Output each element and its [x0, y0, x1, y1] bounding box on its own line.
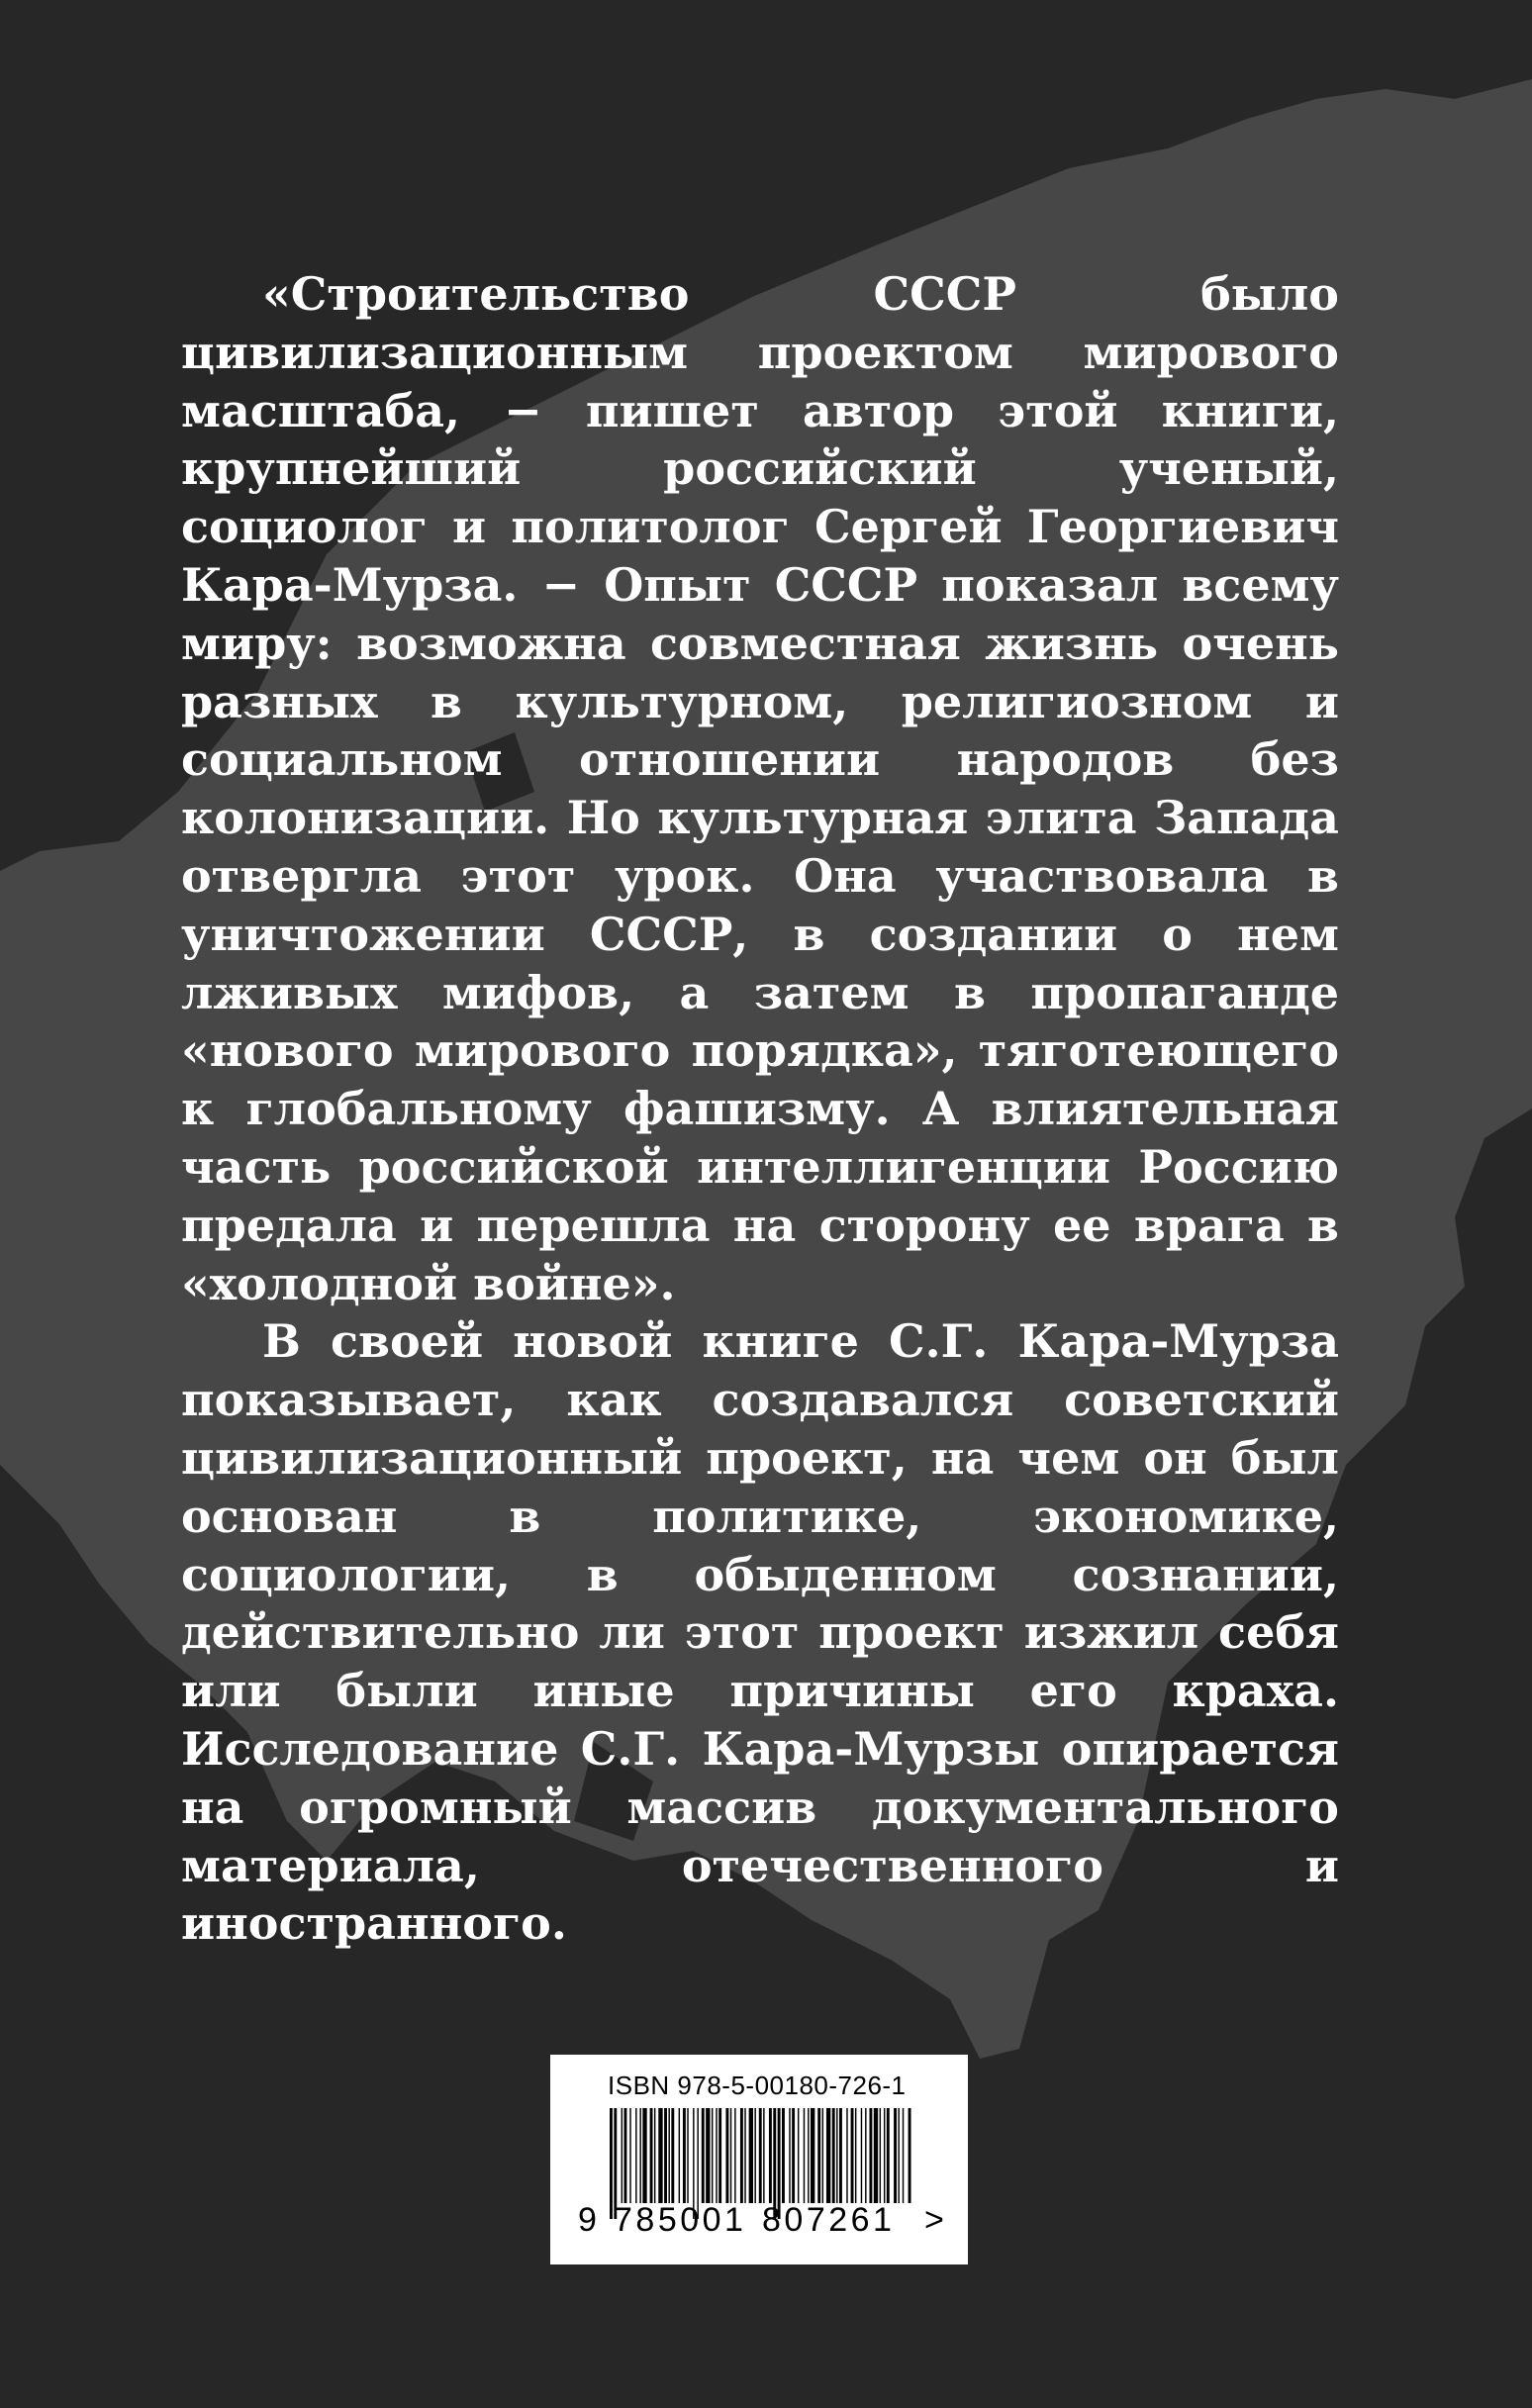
barcode-bar [822, 2108, 823, 2203]
barcode-bar [624, 2108, 627, 2203]
barcode-bar [706, 2108, 710, 2203]
barcode-bar [880, 2108, 881, 2203]
barcode-bar [734, 2108, 735, 2203]
barcode-bar [668, 2108, 669, 2203]
barcode-bar [804, 2108, 805, 2203]
barcode-bar [811, 2108, 814, 2203]
barcode-bar [664, 2108, 667, 2203]
annotation-text [181, 265, 1339, 1953]
barcode-bar [629, 2108, 630, 2203]
barcode-bar [865, 2108, 866, 2203]
barcode-bar [687, 2108, 688, 2203]
barcode-bar [639, 2108, 640, 2203]
barcode-bar [769, 2108, 772, 2203]
barcode-bar [887, 2108, 890, 2203]
barcode-digits-right: 807261 [762, 2201, 896, 2239]
barcode-bar [671, 2108, 674, 2203]
barcode-bar [635, 2108, 636, 2203]
barcode-bar [759, 2108, 762, 2203]
barcode-bar [749, 2108, 753, 2203]
barcode-bar [909, 2108, 911, 2203]
barcode-digit-lead: 9 [578, 2201, 597, 2239]
barcode-bar [782, 2108, 785, 2203]
barcode-bar [832, 2108, 835, 2203]
barcode-bar [798, 2108, 799, 2203]
barcode-bar [658, 2108, 662, 2203]
barcode-bar [855, 2108, 856, 2203]
barcode-bar [610, 2108, 613, 2219]
annotation-paragraph: «Строительство СССР было цивилизационным проектом мирового масштаба, − пишет автор этой книги, крупнейший российский ученый, социолог и политолог Сергей Георгиевич Кара-Мурза. − Опыт СССР показал всему миру: возможна совместная жизнь очень разных в культурном, религиозном и социальном отношении народов без колонизации. Но культурная элита Запада отвергла этот урок. Она участвовала в уничтожении СССР, в создании о нем лживых мифов, а затем в пропаганде «нового мирового порядка», тяготеющего к глобальному фашизму. А влиятельная часть российской интеллигенции Россию предала и перешла на сторону ее врага в «холодной войне». [181, 267, 1339, 1310]
barcode-bar [851, 2108, 854, 2203]
barcode-bar [884, 2108, 885, 2203]
barcode-bar [754, 2108, 755, 2203]
annotation-paragraph: В своей новой книге С.Г. Кара-Мурза показывает, как создавался советский цивилизационный проект, на чем он был основан в политике, экономике, социологии, в обыденном сознании, действительно ли этот проект изжил себя или были иные причины его краха. Исследование С.Г. Кара-Мурзы опирается на огромный массив документального материала, отечественного и иностранного. [181, 1314, 1339, 1951]
barcode-bar [642, 2108, 646, 2203]
barcode-bar [839, 2108, 842, 2203]
barcode-bar [683, 2108, 686, 2203]
barcode-bar [744, 2108, 745, 2203]
barcode-bar [792, 2108, 795, 2203]
barcode-bar [716, 2108, 717, 2203]
isbn-label: ISBN 978-5-00180-726-1 [608, 2071, 907, 2100]
barcode-bar [898, 2108, 899, 2203]
barcode-bar [861, 2108, 862, 2203]
barcode-bar [679, 2108, 680, 2203]
isbn-barcode-box [550, 2055, 968, 2264]
barcode-bar [836, 2108, 837, 2203]
barcode-bar [903, 2108, 904, 2203]
barcode-arrow: > [924, 2201, 944, 2239]
barcode-bar [730, 2108, 731, 2203]
barcode-digits-left: 785001 [614, 2201, 747, 2239]
barcode-bar [874, 2108, 878, 2203]
barcode-bar [817, 2108, 820, 2203]
barcode-bar [826, 2108, 830, 2203]
barcode-bar [702, 2108, 705, 2203]
barcode-bar [808, 2108, 809, 2203]
barcode-bar [654, 2108, 655, 2203]
barcode-bar [763, 2108, 764, 2203]
barcode-bar [740, 2108, 743, 2203]
barcode-bar [789, 2108, 790, 2203]
barcode-bar [718, 2108, 721, 2203]
barcode-bar [725, 2108, 728, 2203]
barcode-bar [650, 2108, 653, 2203]
barcode-bar [712, 2108, 713, 2203]
barcode-bar [869, 2108, 872, 2203]
barcode-bar [846, 2108, 847, 2203]
barcode-bar [894, 2108, 897, 2203]
